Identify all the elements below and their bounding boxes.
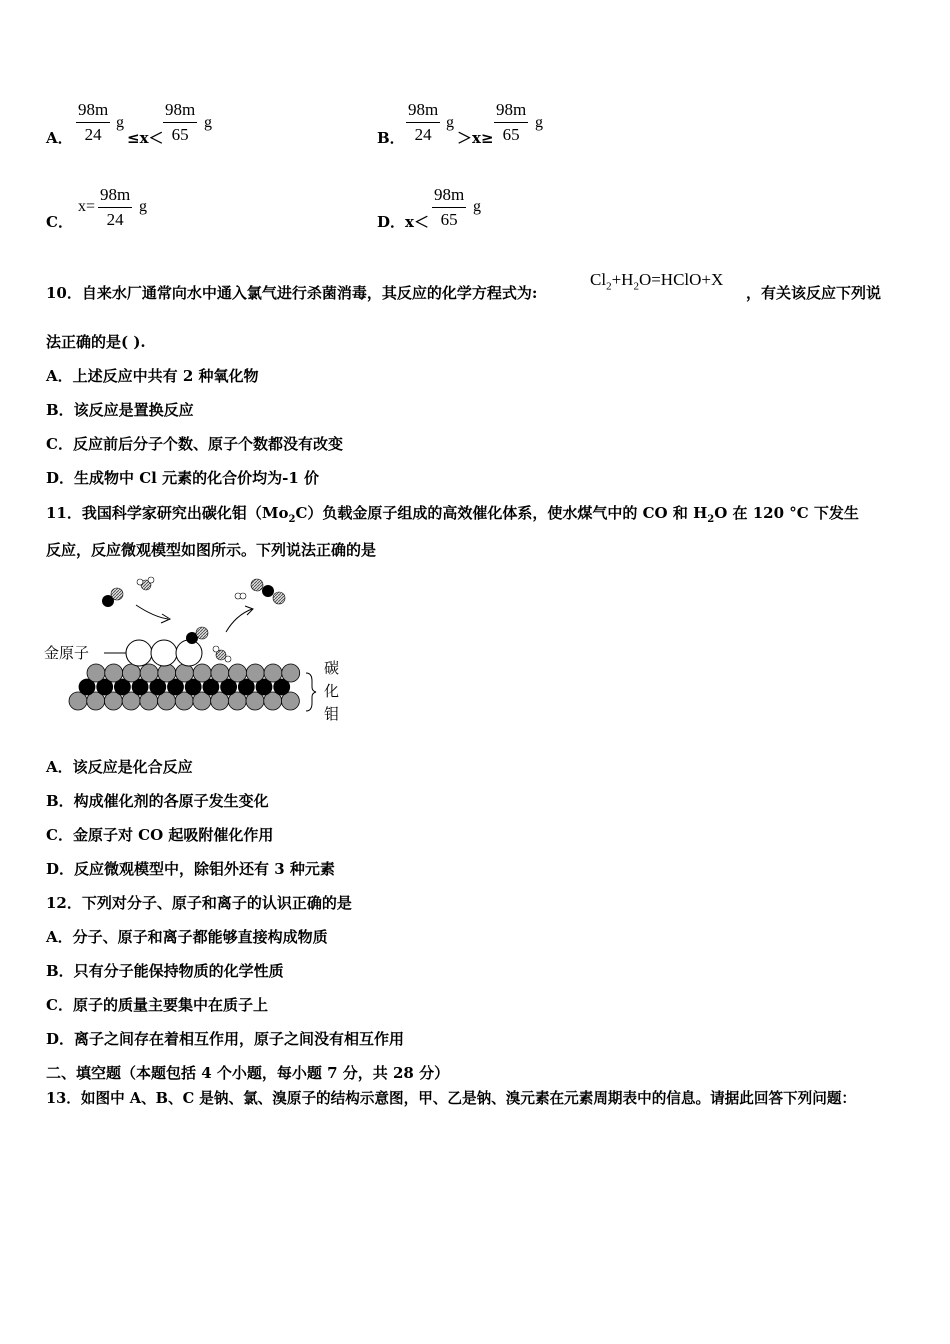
numerator: 98m: [408, 100, 439, 119]
hydrogen-atom: [213, 646, 219, 652]
hydrogen-atom: [225, 656, 231, 662]
q11-stem-cont: 反应，反应微观模型如图所示。下列说法正确的是: [46, 541, 377, 559]
q10-stem-end: 法正确的是( ).: [46, 333, 146, 351]
prefix: x=: [78, 198, 96, 215]
eq-rest: O=HClO+X: [638, 270, 724, 289]
eq-plus: +H: [611, 270, 634, 289]
q11-stem-part1: 11．我国科学家研究出碳化钼（Mo: [46, 504, 289, 522]
q9-option-b-fraction-1: [406, 100, 440, 145]
hydrogen-atom: [148, 577, 154, 583]
right-brace: [306, 673, 316, 711]
q10-equation: [590, 270, 723, 292]
q12-option-d: D．离子之间存在着相互作用，原子之间没有相互作用: [46, 1030, 405, 1048]
denominator: 65: [440, 210, 458, 229]
oxygen-atom: [111, 588, 123, 600]
denominator: 24: [414, 125, 432, 144]
denominator: 65: [171, 125, 189, 144]
q13-stem: 13．如图中 A、B、C 是钠、氯、溴原子的结构示意图，甲、乙是钠、溴元素在元素周期表中的信息。请据此回答下列问题：: [46, 1090, 857, 1107]
q9-option-a-label: A．: [46, 129, 73, 147]
q10-option-b: B．该反应是置换反应: [46, 401, 194, 419]
unit: g: [473, 198, 481, 215]
gold-atom-label: 金原子: [44, 644, 90, 662]
q10-option-a: A．上述反应中共有 2 种氧化物: [46, 367, 259, 385]
molybdenum-atom: [264, 664, 282, 682]
q11-stem-part3: O 在 120 °C 下发生: [714, 504, 859, 522]
q12-stem: 12．下列对分子、原子和离子的认识正确的是: [46, 894, 352, 912]
q12-option-a: A．分子、原子和离子都能够直接构成物质: [46, 928, 328, 946]
denominator: 24: [84, 125, 102, 144]
molybdenum-atom: [176, 664, 194, 682]
eq-sub: 2: [606, 280, 612, 293]
q11-sub: 2: [707, 514, 715, 525]
q11-sub: 2: [288, 514, 296, 525]
q9-option-d-label: D．: [377, 213, 406, 231]
mo2c-label-1: 碳: [324, 659, 340, 677]
q9-option-b-fraction-2: [494, 100, 528, 145]
unit: g: [116, 114, 124, 131]
denominator: 65: [502, 125, 520, 144]
gold-atom: [176, 640, 202, 666]
numerator: 98m: [165, 100, 196, 119]
section-heading: 二、填空题（本题包括 4 个小题，每小题 7 分，共 28 分）: [46, 1064, 450, 1082]
arrow-out: [226, 609, 252, 632]
molybdenum-atom: [122, 664, 140, 682]
q9-option-b-label: B．: [377, 129, 405, 147]
hydrogen-atom: [137, 579, 143, 585]
molybdenum-atom: [282, 664, 300, 682]
q9-option-a-fraction-1: [76, 100, 110, 145]
molybdenum-atom: [87, 664, 105, 682]
numerator: 98m: [434, 185, 465, 204]
q11-option-d: D．反应微观模型中，除钼外还有 3 种元素: [46, 860, 335, 878]
oxygen-atom: [273, 592, 285, 604]
relation: ＞x≥: [457, 129, 494, 147]
denominator: 24: [106, 210, 124, 229]
q11-stem: [46, 503, 859, 530]
molybdenum-atom: [246, 664, 264, 682]
molybdenum-atom: [140, 664, 158, 682]
q11-option-c: C．金原子对 CO 起吸附催化作用: [46, 826, 274, 844]
q11-option-a: A．该反应是化合反应: [46, 758, 193, 776]
q9-option-c-label: C．: [46, 213, 73, 231]
relation: ≤x＜: [127, 129, 164, 147]
molybdenum-atom: [229, 664, 247, 682]
q10-stem-cont: ，有关该反应下列说: [746, 284, 882, 302]
gold-atom: [151, 640, 177, 666]
carbon-atom: [262, 585, 274, 597]
arrow-in: [136, 605, 168, 619]
oxygen-atom: [196, 627, 208, 639]
q10-stem: 10．自来水厂通常向水中通入氯气进行杀菌消毒，其反应的化学方程式为:: [46, 284, 538, 302]
oxygen-atom: [251, 579, 263, 591]
eq-cl: Cl: [590, 270, 607, 289]
gold-atom: [126, 640, 152, 666]
reaction-model-figure: [44, 575, 344, 729]
q9-option-c-fraction: [98, 185, 132, 230]
q10-option-c: C．反应前后分子个数、原子个数都没有改变: [46, 435, 343, 453]
unit: g: [204, 114, 212, 131]
q11-stem-part2: C）负载金原子组成的高效催化体系，使水煤气中的 CO 和 H: [295, 504, 708, 522]
mo2c-label-3: 钼: [324, 705, 340, 723]
unit: g: [446, 114, 454, 131]
numerator: 98m: [78, 100, 109, 119]
molybdenum-atom: [105, 664, 123, 682]
eq-sub: 2: [633, 280, 639, 293]
unit: g: [139, 198, 147, 215]
mo2c-label-2: 化: [324, 682, 340, 700]
numerator: 98m: [496, 100, 527, 119]
molybdenum-atom: [193, 664, 211, 682]
q12-option-c: C．原子的质量主要集中在质子上: [46, 996, 268, 1014]
molybdenum-atom: [158, 664, 176, 682]
numerator: 98m: [100, 185, 131, 204]
q11-option-b: B．构成催化剂的各原子发生变化: [46, 792, 269, 810]
q9-option-d-fraction: [432, 185, 466, 230]
hydrogen-atom: [240, 593, 246, 599]
q9-option-a-fraction-2: [163, 100, 197, 145]
unit: g: [535, 114, 543, 131]
q10-option-d: D．生成物中 Cl 元素的化合价均为-1 价: [46, 469, 319, 487]
q12-option-b: B．只有分子能保持物质的化学性质: [46, 962, 284, 980]
molybdenum-atom: [211, 664, 229, 682]
prefix: x＜: [405, 213, 429, 231]
